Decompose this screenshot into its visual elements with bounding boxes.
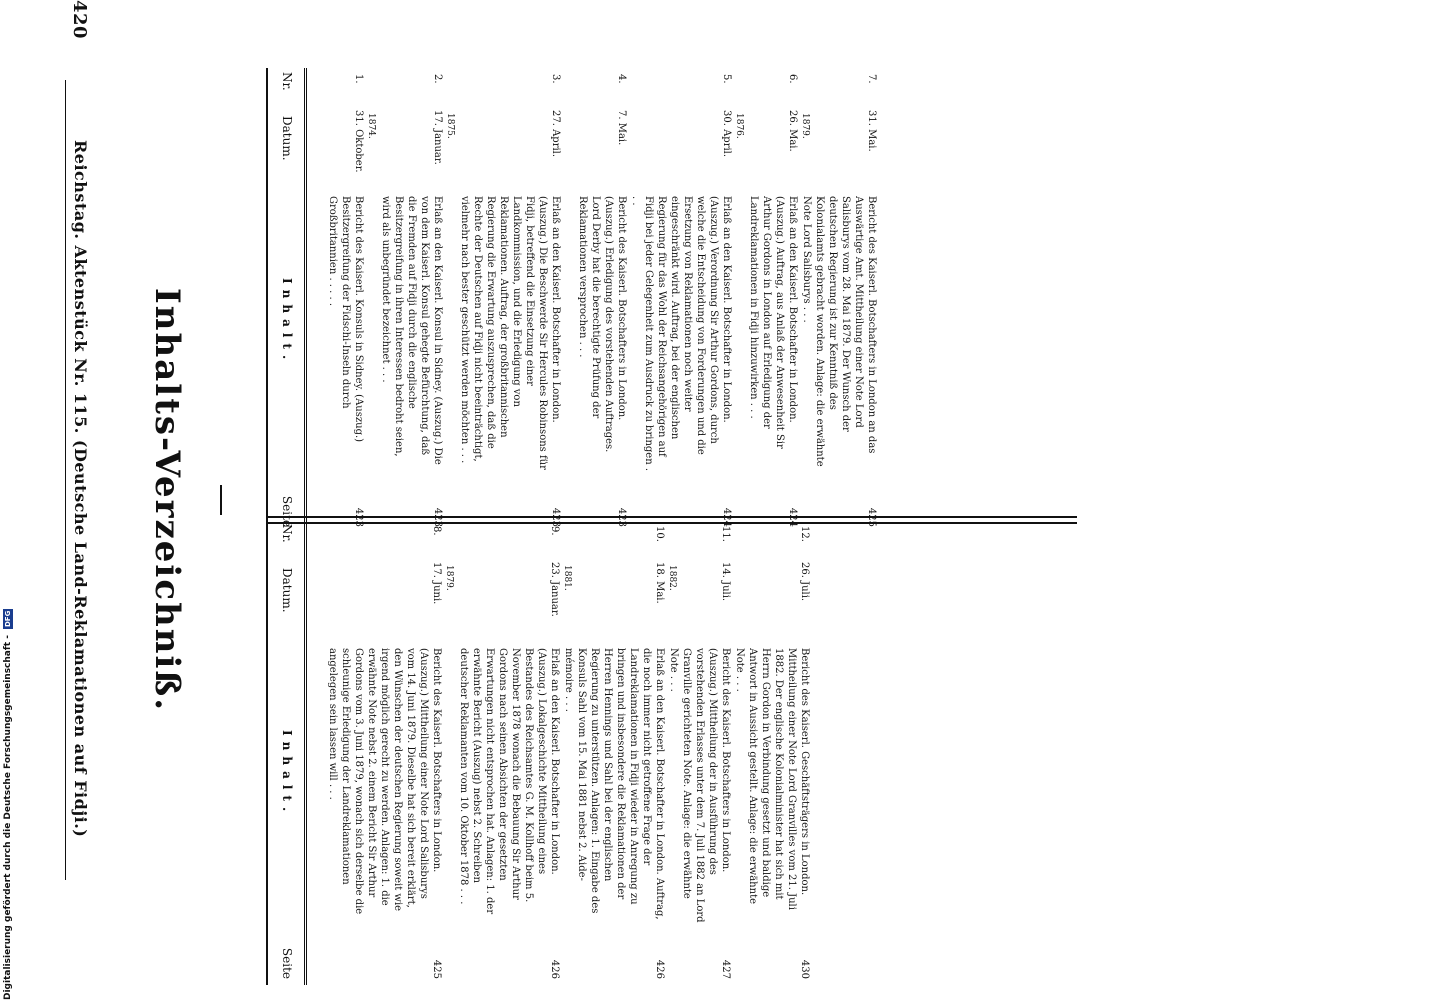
entry-date: 26. Juli. <box>799 562 810 602</box>
header-nr: Nr. <box>280 524 294 543</box>
entry-text: Erlaß an den Kaiserl. Botschafter in London. (Auszug.) Auftrag, aus Anlaß der Anwesenheit Sir Arthur Gordons in London auf Erledigung der Landreklamationen in Fidji hinzuwirken . . . <box>748 196 798 449</box>
header-page: Seite <box>280 947 294 979</box>
title-rule <box>220 485 222 515</box>
entry-number: 7. <box>866 74 877 84</box>
header-date: Datum. <box>280 116 294 161</box>
entry-page: 423 <box>432 507 443 527</box>
entry-number: 1. <box>353 74 364 84</box>
entry-number: 11. <box>720 526 731 542</box>
entry-list <box>312 520 1077 985</box>
entry-date: 7. Mai. <box>616 110 627 146</box>
header-content: Inhalt. <box>280 278 294 366</box>
entry-page: 424 <box>787 507 798 527</box>
entry-year: 1881. <box>562 565 572 591</box>
dfg-logo: DFG <box>4 610 12 628</box>
page-number: 420 <box>69 0 90 40</box>
entry-date: 18. Mai. <box>654 562 665 604</box>
entry-text: Erlaß an den Kaiserl. Botschafter in London. (Auszug.) Verordnung Sir Arthur Gordons, durch welche die Entscheidung von Forderungen und die Ersetzung von Reklamationen noch weiter eingeschränkt wird. Auftrag, bei der englischen Regierung für das Wohl der Reichsangehörigen auf Fidji bei jeder Gelegenheit zum Ausdruck zu bringen . . . <box>630 196 732 471</box>
column-header <box>266 520 307 985</box>
entry-text: Erlaß an den Kaiserl. Botschafter in London. (Auszug.) Lokalgeschichte Mittheilung eines Bestandes des Reichsamtes G. M. Kollhoff beim 5. November 1878 wonach die Bebauung Sir Arthur Gordons nach seinen Absichten der gesetzten Erwartungen nicht entsprochen hat. Anlagen: 1. der erwähnte Bericht (Auszug) nebst 2. Schreiben deutscher Reklamanten vom 10. Oktober 1878 . . . <box>458 648 560 915</box>
entry-page: 423 <box>616 507 627 527</box>
entry-year: 1879. <box>444 565 454 591</box>
entry-text: Bericht des Kaiserl. Botschafters in London. (Auszug.) Mittheilung der in Ausführung des vorstehenden Erlasses unter dem 7. Juli 1882 an Lord Granville gerichteten Note. Anlage: die erwähnte Note . . . <box>668 648 731 923</box>
entry-date: 27. April. <box>550 110 561 158</box>
entry-page: 425 <box>431 959 442 979</box>
entry-text: Erlaß an den Kaiserl. Konsul in Sidney. (Auszug.) Die von dem Kaiserl. Konsul gehegte Befürchtung, daß die Fremden auf Fidji durch die englische Besitzergreifung in ihren Interessen bedroht seien, wird als unbegründet bezeichnet . . . <box>380 196 443 465</box>
entry-number: 3. <box>550 74 561 84</box>
entry-list <box>312 68 1077 533</box>
entry-text: Erlaß an den Kaiserl. Botschafter in London. (Auszug.) Die Beschwerde Sir Hercules Robinsons für Fidji, betreffend die Einsetzung einer Landkommission, und die Erledigung von Reklamationen. Auftrag, der großbritannischen Regierung die Erwartung auszusprechen, daß die Rechte der Deutschen auf Fidji nicht beeinträchtigt, vielmehr nach bester geschützt werden möchten . . . <box>459 196 561 470</box>
header-rule <box>65 80 66 880</box>
entry-date: 31. Mai. <box>866 110 877 152</box>
entry-page: 426 <box>549 959 560 979</box>
column-header <box>266 68 307 533</box>
entry-text: Bericht des Kaiserl. Konsuls in Sidney. (Auszug.) Besitzergreifung der Fidschi-Inseln durch Großbritannien . . . . . <box>327 196 364 443</box>
entry-date: 14. Juli. <box>720 562 731 602</box>
entry-date: 30. April. <box>721 110 732 158</box>
entry-date: 31. Oktober. <box>353 110 364 173</box>
entry-number: 12. <box>799 526 810 542</box>
header-content: Inhalt. <box>280 730 294 818</box>
entry-text: Bericht des Kaiserl. Geschäftsträgers in London. Mittheilung einer Note Lord Granvilles vom 21. Juli 1882. Der englische Kolonialminister hat sich mit Herrn Gordon in Verbindung gesetzt und baldige Antwort in Aussicht gestellt. Anlage: die erwähnte Note . . . <box>734 648 810 910</box>
running-head: Reichstag. Aktenstück Nr. 115. (Deutsche Land-Reklamationen auf Fidji.) <box>71 140 90 838</box>
entry-text: Erlaß an den Kaiserl. Botschafter in London. Auftrag, die noch immer nicht getroffene Frage der Landreklamationen in Fidji wieder in Anregung zu bringen und insbesondere die Reklamationen der Herren Hennings und Sahl bei der englischen Regierung zu unterstützen. Anlagen: 1. Eingabe des Konsuls Sahl vom 15. Mai 1881 nebst 2. Aide-mémoire . . . <box>563 648 665 920</box>
header-date: Datum. <box>280 568 294 613</box>
entry-date: 17. Juni. <box>431 562 442 605</box>
entry-number: 2. <box>432 74 443 84</box>
entry-number: 6. <box>787 74 798 84</box>
entry-number: 10. <box>654 526 665 542</box>
header-nr: Nr. <box>280 72 294 91</box>
running-header <box>54 0 114 1000</box>
entry-text: Bericht des Kaiserl. Botschafters in London an das Auswärtige Amt. Mittheilung einer Note Lord Salisburys vom 28. Mai 1879. Der Wunsch der deutschen Regierung ist zur Kenntniß des Kolonialamts gebracht worden. Anlage: die erwähnte Note Lord Salisburys . . . <box>801 196 877 467</box>
entry-year: 1875. <box>445 113 455 139</box>
page-title: Inhalts-Verzeichniß. <box>147 287 187 713</box>
credit-text: Digitalisierung gefördert durch die Deutsche Forschungsgemeinschaft - <box>3 635 13 1000</box>
entry-page: 423 <box>353 507 364 527</box>
entry-text: Bericht des Kaiserl. Botschafters in London. (Auszug.) Mittheilung einer Note Lord Salisburys vom 14. Juni 1879. Dieselbe hat sich bereit erklärt, den Wünschen der deutschen Regierung soweit wie irgend möglich gerecht zu werden. Anlagen: 1. die erwähnte Note nebst 2. einem Bericht Sir Arthur Gordons vom 3. Juni 1879, wonach sich derselbe die schleunige Erledigung der Landreklamationen angelegen sein lassen will . . . <box>327 648 442 915</box>
entry-number: 8. <box>431 526 442 536</box>
header-page: Seite <box>280 495 294 527</box>
entry-date: 17. Januar. <box>432 110 443 165</box>
entry-year: 1879. <box>800 113 810 139</box>
entry-year: 1876. <box>734 113 744 139</box>
entry-year: 1874. <box>366 113 376 139</box>
entry-number: 5. <box>721 74 732 84</box>
entry-number: 4. <box>616 74 627 84</box>
entry-page: 424 <box>721 507 732 527</box>
digitization-credit <box>0 0 16 1000</box>
entry-date: 23. Januar. <box>549 562 560 617</box>
entry-date: 26. Mai. <box>787 110 798 152</box>
entry-text: Bericht des Kaiserl. Botschafters in London. (Auszug.) Erledigung des vorstehenden Auftrages. Lord Derby hat die berechtigte Prüfung der Reklamationen versprochen . . . <box>577 196 627 453</box>
right-column <box>257 520 1077 985</box>
entry-page: 426 <box>654 959 665 979</box>
entry-page: 427 <box>720 959 731 979</box>
entry-page: 423 <box>550 507 561 527</box>
entry-number: 9. <box>549 526 560 536</box>
entry-page: 430 <box>799 959 810 979</box>
entry-year: 1882. <box>667 565 677 591</box>
entry-page: 425 <box>866 507 877 527</box>
left-column <box>257 68 1077 533</box>
